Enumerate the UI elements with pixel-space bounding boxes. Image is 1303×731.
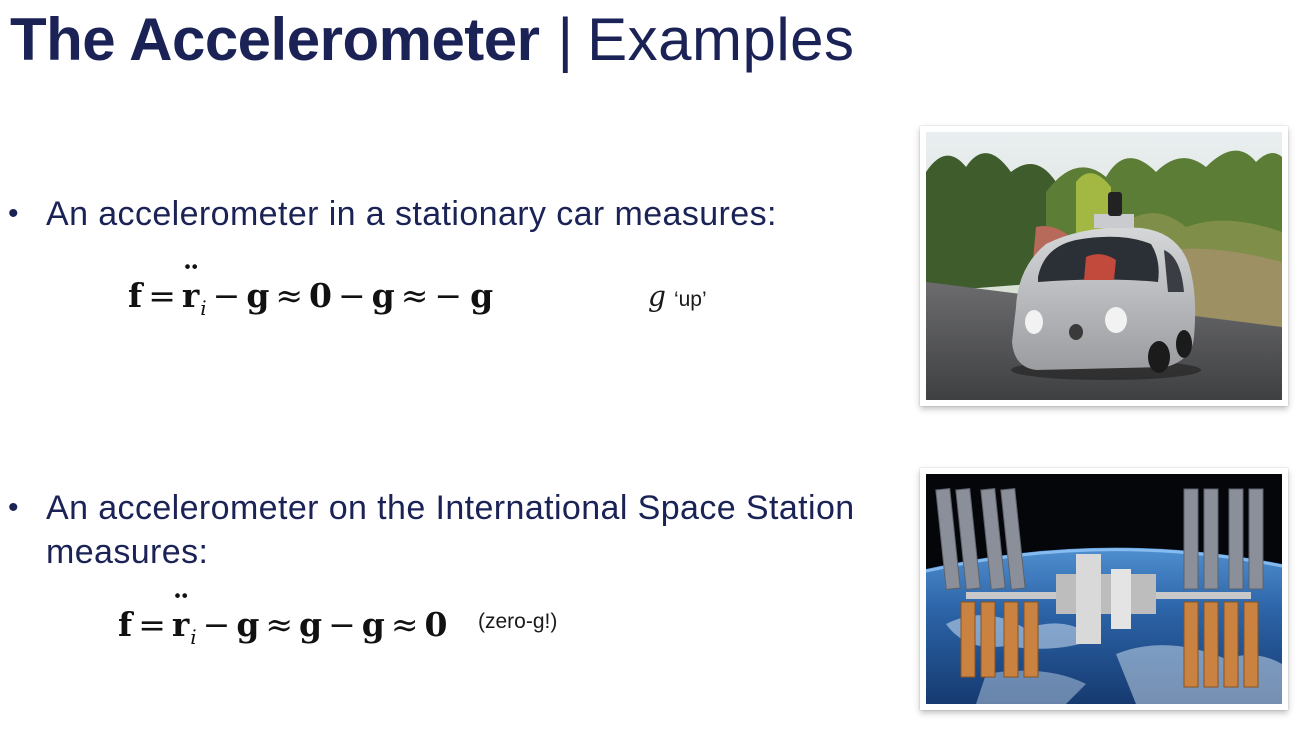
- note-g-up: [648, 280, 707, 313]
- title-main: The Accelerometer: [10, 6, 540, 73]
- eq-g: g: [361, 605, 385, 644]
- eq-g: g: [246, 276, 270, 315]
- car-image: [926, 132, 1282, 400]
- eq-equals: =: [138, 605, 166, 644]
- equation-stationary-car: [128, 276, 493, 320]
- eq-approx: ≈: [390, 605, 419, 644]
- eq-approx: ≈: [275, 276, 304, 315]
- iss-image: [926, 474, 1282, 704]
- eq-minus: −: [328, 605, 356, 644]
- eq-minus: −: [434, 276, 463, 315]
- note-zero-g-text: (zero-g!): [478, 610, 558, 633]
- eq-g: g: [371, 276, 395, 315]
- eq-approx: ≈: [400, 276, 429, 315]
- note-zero-g: [478, 610, 557, 634]
- eq-f: f: [118, 605, 133, 644]
- note-g-symbol: g: [648, 280, 666, 313]
- eq-minus: −: [338, 276, 366, 315]
- bullet-text: An accelerometer on the International Space Station measures:: [46, 489, 855, 571]
- eq-zero: 0: [309, 276, 333, 315]
- eq-sub-i: i: [190, 625, 197, 649]
- eq-equals: =: [148, 276, 176, 315]
- eq-g: g: [236, 605, 260, 644]
- title-separator: |: [557, 6, 574, 73]
- eq-zero: 0: [424, 605, 448, 644]
- eq-minus: −: [202, 605, 231, 644]
- eq-r-ddot: ¨ r: [182, 276, 199, 316]
- eq-sub-i: i: [200, 296, 207, 320]
- eq-g: g: [299, 605, 323, 644]
- title-subtitle: Examples: [587, 6, 855, 73]
- equation-space-station: [118, 605, 447, 649]
- bullet-space-station: [8, 486, 908, 574]
- bullet-dot: •: [8, 491, 19, 524]
- bullet-dot: •: [8, 197, 19, 230]
- iss-photo: [920, 468, 1288, 710]
- car-photo: [920, 126, 1288, 406]
- eq-r-ddot: ¨ r: [172, 605, 189, 645]
- slide-title: [10, 2, 855, 78]
- bullet-text: An accelerometer in a stationary car measures:: [46, 195, 777, 233]
- eq-g: g: [470, 276, 494, 315]
- eq-minus: −: [212, 276, 241, 315]
- bullet-stationary-car: [8, 192, 777, 236]
- eq-f: f: [128, 276, 143, 315]
- note-up-text: ‘up’: [673, 288, 707, 311]
- eq-approx: ≈: [265, 605, 294, 644]
